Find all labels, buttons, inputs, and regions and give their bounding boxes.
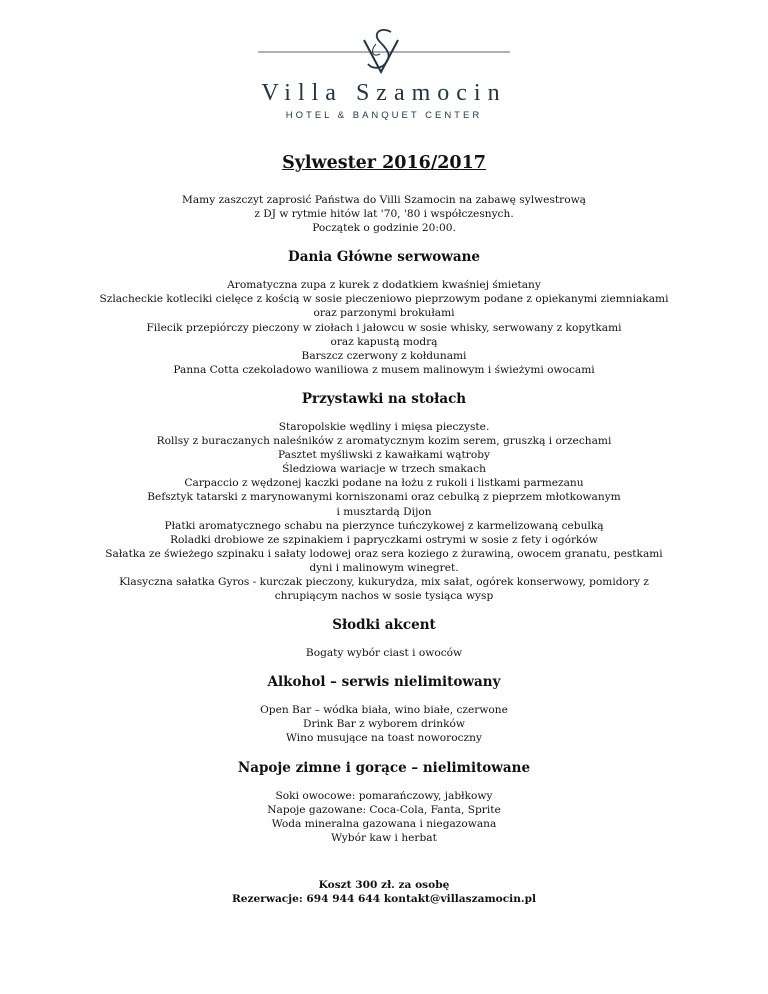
menu-line: Drink Bar z wyborem drinków: [303, 718, 465, 731]
menu-line: Szlacheckie kotleciki cielęce z kością w sosie pieczeniowo pieprzowym podane z opiekanymi ziemniakami: [99, 293, 669, 306]
section-desserts: [0, 646, 768, 660]
menu-line: Barszcz czerwony z kołdunami: [301, 349, 467, 362]
menu-line: Klasyczna sałatka Gyros - kurczak pieczony, kukurydza, mix sałat, ogórek konserwowy, pomidory z: [119, 575, 649, 588]
section-heading-main-courses: Dania Główne serwowane: [288, 249, 480, 266]
menu-line: Rollsy z buraczanych naleśników z aromatycznym kozim serem, gruszką i orzechami: [156, 435, 612, 448]
menu-line: Wybór kaw i herbat: [331, 831, 437, 844]
menu-line: dyni i malinowym winegret.: [309, 561, 459, 574]
menu-line: Staropolskie wędliny i mięsa pieczyste.: [278, 420, 490, 433]
section-heading-starters: Przystawki na stołach: [301, 390, 467, 407]
menu-line: chrupiącym nachos w sosie tysiąca wysp: [274, 590, 494, 603]
page-title: Sylwester 2016/2017: [282, 153, 486, 173]
section-heading-desserts: Słodki akcent: [332, 617, 436, 634]
menu-line: Sałatka ze świeżego szpinaku i sałaty lodowej oraz sera koziego z żurawiną, owocem granatu, pestkami: [105, 547, 663, 560]
menu-line: Soki owocowe: pomarańczowy, jabłkowy: [275, 789, 493, 802]
menu-line: Napoje gazowane: Coca-Cola, Fanta, Sprite: [267, 803, 501, 816]
menu-line: oraz kapustą modrą: [330, 335, 438, 348]
menu-line: Panna Cotta czekoladowo waniliowa z musem malinowym i świeżymi owocami: [173, 363, 595, 376]
logo-tagline: HOTEL & BANQUET CENTER: [285, 110, 483, 121]
section-starters: [0, 420, 768, 603]
menu-content: [0, 151, 768, 906]
price-text: Koszt 300 zł. za osobę: [318, 878, 450, 891]
menu-line: Wino musujące na toast noworoczny: [286, 732, 482, 745]
menu-line: Filecik przepiórczy pieczony w ziołach i jałowcu w sosie whisky, serwowany z kopytkami: [146, 321, 622, 334]
intro-line: z DJ w rytmie hitów lat '70, '80 i współczesnych.: [254, 208, 514, 221]
menu-line: Carpaccio z wędzonej kaczki podane na łożu z rukoli i listkami parmezanu: [184, 477, 584, 490]
menu-line: Befsztyk tatarski z marynowanymi korniszonami oraz cebulką z pieprzem młotkowanym: [147, 491, 621, 504]
intro-line: Mamy zaszczyt zaprosić Państwa do Villi Szamocin na zabawę sylwestrową: [182, 194, 586, 206]
menu-line: oraz parzonymi brokułami: [313, 307, 455, 320]
menu-line: Śledziowa wariacje w trzech smakach: [282, 463, 486, 476]
menu-line: Płatki aromatycznego schabu na pierzynce tuńczykowej z karmelizowaną cebulką: [164, 519, 604, 532]
intro-line: Początek o godzinie 20:00.: [312, 222, 456, 235]
section-main-courses: [0, 278, 768, 377]
pricing-footer: [0, 878, 768, 906]
menu-line: Open Bar – wódka biała, wino białe, czerwone: [260, 704, 508, 717]
section-alcohol: [0, 703, 768, 745]
menu-line: Roladki drobiowe ze szpinakiem i papryczkami ostrymi w sosie z fety i ogórków: [170, 533, 598, 546]
invitation-text: [0, 193, 768, 235]
menu-line: Aromatyczna zupa z kurek z dodatkiem kwaśniej śmietany: [227, 279, 541, 292]
menu-line: Woda mineralna gazowana i niegazowana: [271, 817, 497, 830]
menu-line: Pasztet myśliwski z kawałkami wątroby: [278, 449, 490, 462]
section-heading-alcohol: Alkohol – serwis nielimitowany: [267, 674, 501, 691]
section-heading-drinks: Napoje zimne i gorące – nielimitowane: [237, 759, 531, 776]
villa-szamocin-logo: [0, 22, 768, 132]
section-drinks: [0, 789, 768, 845]
vs-monogram-icon: [0, 22, 768, 82]
menu-line: Bogaty wybór ciast i owoców: [305, 647, 463, 660]
menu-line: i musztardą Dijon: [336, 505, 432, 518]
logo-wordmark: Villa Szamocin: [261, 80, 507, 106]
reservation-contact[interactable]: Rezerwacje: 694 944 644 kontakt@villaszamocin.pl: [231, 893, 537, 905]
